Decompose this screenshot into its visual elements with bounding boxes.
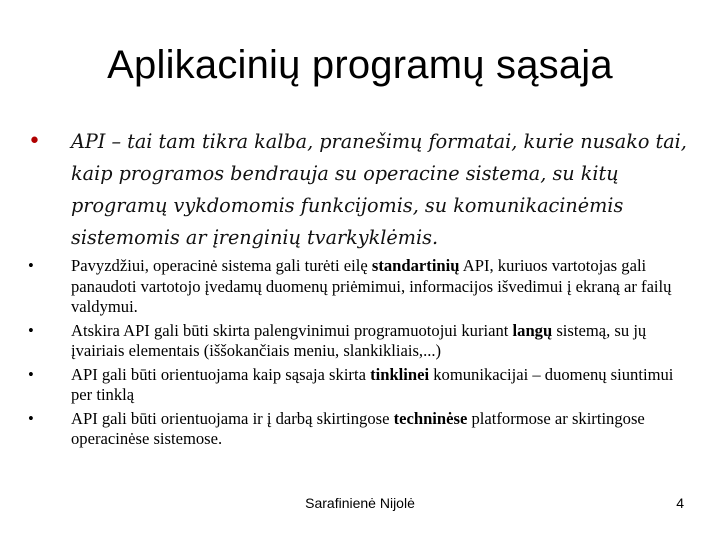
bullet-list [28, 256, 688, 453]
item-text-before: Pavyzdžiui, operacinė sistema gali turėti eilę [71, 256, 372, 275]
item-text-after: sistemą, su jų įvairiais elementais (iššokančiais meniu, slankikliais,...) [71, 320, 647, 360]
bullet-icon: • [28, 129, 41, 154]
item-text-after: komunikacijai – duomenų siuntimui per tinklą [71, 364, 674, 404]
footer-author: Sarafinienė Nijolė [305, 495, 415, 511]
item-text-after: API, kuriuos vartotojas gali panaudoti vartotojo įvedamų duomenų priėmimui, informacijos išvedimui į ekraną ar failų valdymui. [71, 256, 672, 316]
slide-title: Aplikacinių programų sąsaja [107, 43, 613, 87]
list-item [28, 256, 688, 318]
item-keyword: langų [512, 320, 553, 340]
item-text-after: platformose ar skirtingose operacinėse sistemose. [71, 408, 645, 448]
list-item [28, 321, 688, 362]
item-text-before: API gali būti orientuojama ir į darbą skirtingose [71, 408, 394, 428]
bullet-icon: • [28, 364, 34, 384]
bullet-icon: • [28, 256, 34, 275]
bullet-icon: • [28, 320, 34, 340]
bullet-icon: • [28, 408, 34, 428]
item-keyword: tinklinei [370, 364, 430, 384]
item-keyword: standartinių [371, 256, 460, 275]
list-item [28, 365, 688, 406]
list-item [28, 409, 688, 450]
item-text-before: Atskira API gali būti skirta palengvinimui programuotojui kuriant [71, 320, 513, 340]
item-text-before: API gali būti orientuojama kaip sąsaja skirta [71, 364, 371, 384]
intro-text: API – tai tam tikra kalba, pranešimų formatai, kurie nusako tai, kaip programos bendrauja su operacine sistema, su kitų programų vykdomomis funkcijomis, su komunikacinėmis sistemomis ar įrenginių tvarkyklėmis. [71, 130, 687, 249]
item-keyword: techninėse [393, 408, 468, 428]
intro-bullet [28, 126, 696, 254]
page-number: 4 [676, 495, 684, 511]
